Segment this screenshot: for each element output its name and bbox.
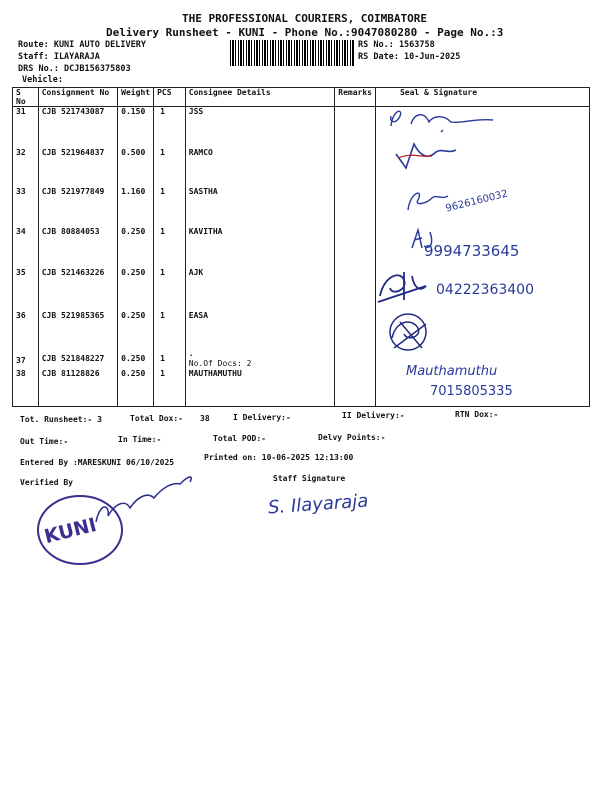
cell-weight: 0.500 [118, 148, 154, 187]
runsheet-subtitle: Delivery Runsheet - KUNI - Phone No.:9047080280 - Page No.:3 [106, 26, 504, 39]
cell-consignee [185, 347, 334, 369]
cell-pcs: 1 [154, 227, 186, 268]
route-label: Route: KUNI AUTO DELIVERY [18, 40, 146, 50]
row33-handwritten-phone: 9626160032 [444, 188, 510, 215]
col-pcs: PCS [154, 88, 186, 107]
cell-weight: 0.250 [118, 268, 154, 311]
delvy-points: Delvy Points:- [318, 433, 386, 442]
cell-consignee: AJK [185, 268, 334, 311]
total-pod: Total POD:- [213, 434, 266, 443]
cell-weight: 0.250 [118, 369, 154, 407]
cell-pcs: 1 [154, 268, 186, 311]
cell-weight: 0.250 [118, 347, 154, 369]
total-dox-label: Total Dox:- [130, 414, 183, 423]
staff-label: Staff: ILAYARAJA [18, 52, 100, 62]
signature-row31 [385, 102, 515, 138]
docs-note: No.Of Docs: 2 [188, 358, 252, 368]
vehicle-label: Vehicle: [22, 75, 63, 85]
cell-sno: 37 [13, 347, 39, 369]
row34-handwritten-phone: 9994733645 [424, 242, 520, 260]
cell-cn: CJB 521977849 [38, 187, 117, 227]
cell-consignee: KAVITHA [185, 227, 334, 268]
cell-weight: 0.250 [118, 311, 154, 347]
barcode [230, 40, 354, 66]
cell-sno: 32 [13, 148, 39, 187]
cell-consignee: JSS [185, 107, 334, 148]
cell-pcs: 1 [154, 107, 186, 148]
col-weight: Weight [118, 88, 154, 107]
table-row [13, 347, 590, 369]
col-consignee: Consignee Details [185, 88, 334, 107]
row35-handwritten-phone: 04222363400 [436, 282, 534, 298]
cell-pcs: 1 [154, 187, 186, 227]
in-time: In Time:- [118, 435, 162, 444]
cell-remarks [335, 369, 376, 407]
table-row [13, 148, 590, 187]
cell-cn: CJB 521964837 [38, 148, 117, 187]
entered-by: Entered By :MARESKUNI 06/10/2025 [20, 458, 175, 467]
row38-handwritten-phone: 7015805335 [430, 384, 513, 399]
cell-weight: 1.160 [118, 187, 154, 227]
total-dox-value: 38 [200, 414, 210, 423]
cell-consignee: RAMCO [185, 148, 334, 187]
cell-sno: 38 [13, 369, 39, 407]
tot-runsheet: Tot. Runsheet:- 3 [20, 415, 102, 424]
col-remarks: Remarks [335, 88, 376, 107]
cell-pcs: 1 [154, 311, 186, 347]
drs-label: DRS No.: DCJB156375803 [18, 64, 131, 74]
cell-sno: 31 [13, 107, 39, 148]
cell-pcs: 1 [154, 369, 186, 407]
stamp-text: KUNI [42, 513, 99, 549]
col-signature: Seal & Signature [375, 88, 589, 107]
company-title: THE PROFESSIONAL COURIERS, COIMBATORE [182, 12, 428, 25]
cell-remarks [335, 347, 376, 369]
rs-date: RS Date: 10-Jun-2025 [358, 52, 461, 62]
cell-consignee: MAUTHAMUTHU [185, 369, 334, 407]
col-sno: S No [13, 88, 39, 107]
signature-row36 [382, 308, 438, 358]
staff-handwritten-signature: S. Ilayaraja [267, 490, 369, 519]
cell-cn: CJB 521985365 [38, 311, 117, 347]
cell-pcs: 1 [154, 347, 186, 369]
col-consignment: Consignment No [38, 88, 117, 107]
cell-cn: CJB 81128826 [38, 369, 117, 407]
cell-remarks [335, 268, 376, 311]
cell-cn: CJB 521743087 [38, 107, 117, 148]
cell-sno: 33 [13, 187, 39, 227]
verifier-signature [90, 462, 200, 532]
printed-on: Printed on: 10-06-2025 12:13:00 [204, 453, 354, 462]
rtn-dox: RTN Dox:- [455, 410, 499, 419]
cell-sno: 35 [13, 268, 39, 311]
cell-cn: CJB 521463226 [38, 268, 117, 311]
signature-row35 [374, 266, 434, 306]
cell-remarks [335, 187, 376, 227]
cell-cn: CJB 521848227 [38, 347, 117, 369]
cell-weight: 0.150 [118, 107, 154, 148]
cell-consignee: EASA [185, 311, 334, 347]
cell-pcs: 1 [154, 148, 186, 187]
i-delivery: I Delivery:- [233, 413, 291, 422]
table-row [13, 311, 590, 347]
verified-by: Verified By [20, 478, 73, 487]
row38-handwritten-name: Mauthamuthu [406, 364, 498, 379]
ii-delivery: II Delivery:- [342, 411, 405, 420]
cell-sno: 34 [13, 227, 39, 268]
signature-row32 [392, 138, 462, 174]
cell-consignee: SASTHA [185, 187, 334, 227]
cell-remarks [335, 311, 376, 347]
rs-no: RS No.: 1563758 [358, 40, 435, 50]
cell-remarks [335, 148, 376, 187]
cell-sno: 36 [13, 311, 39, 347]
cell-cn: CJB 80884053 [38, 227, 117, 268]
staff-signature-label: Staff Signature [273, 474, 346, 483]
cell-remarks [335, 227, 376, 268]
cell-remarks [335, 107, 376, 148]
cell-weight: 0.250 [118, 227, 154, 268]
out-time: Out Time:- [20, 437, 69, 446]
consignee-dot: . [188, 348, 194, 358]
